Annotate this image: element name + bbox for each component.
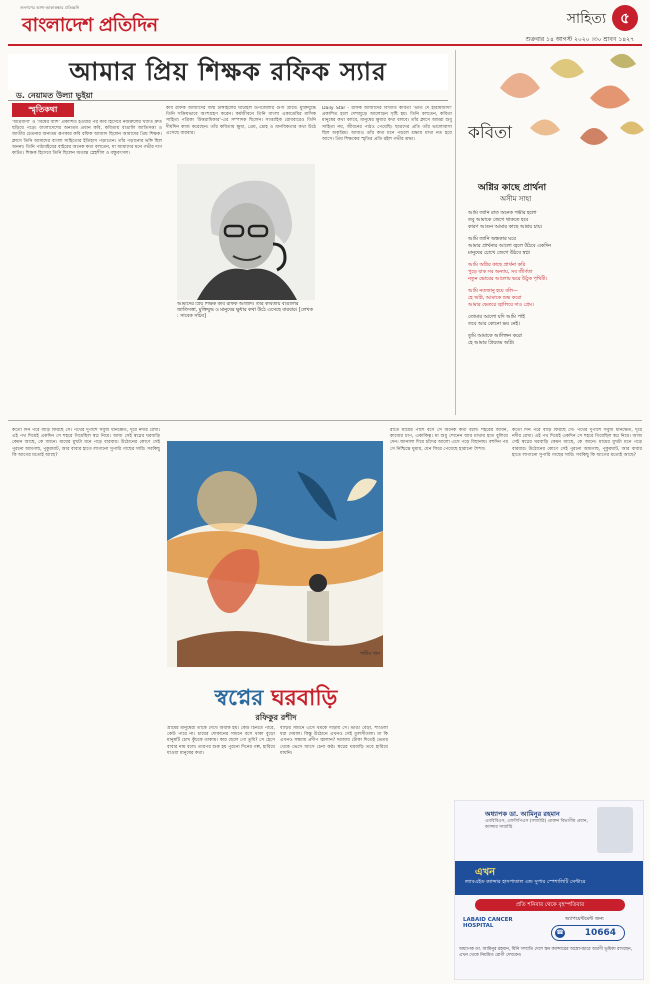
poem-stanza: তুমি আমাকে আলিঙ্গন করো হে আমার প্রিয়তম অগ্নি।: [468, 333, 523, 346]
phone-icon: ☎: [556, 929, 564, 936]
poem-stanza: তোমার আলো যদি আমি পাই তবে আর কোনো ভয় নেই।: [468, 314, 525, 327]
poetry-section-label: কবিতা: [468, 123, 512, 143]
doctor-photo: [597, 807, 633, 853]
section-name: সাহিত্য: [566, 11, 606, 27]
story-column-3: বাড়ির সামনে এসে থমকে দাঁড়ায় সে। ভাঙা বেড়া, শ্যাওলা ধরা দেয়াল। কিন্তু উঠোনে এখনও সেই তুলসীতলা। মা কি এখনও সন্ধ্যায় প্রদীপ জ্বালান? দরজায় টোকা দিতেই ভেতর থেকে ভেসে আসে চেনা কণ্ঠ। স্বপ্নের ঘরবাড়ি তবে হারিয়ে যায়নি।: [280, 726, 388, 756]
story-column-1: কতো দিন পরে বাড়ি ফিরছে সে। পথের দুপাশে সবুজ ধানক্ষেত, দূরে নদীর রেখা। এই পথ দিয়েই একদিন সে শহরে গিয়েছিল স্বপ্ন নিয়ে। আজ সেই স্বপ্নের ঘরবাড়ি কেমন আছে, কে জানে। মায়ের মুখটা মনে পড়ে বারবার। উঠোনের কোণে সেই পুরনো আমগাছ, পুকুরঘাট, আর বাবার হাতে লাগানো সুপারি গাছের সারি। সবকিছু কি আগের মতোই আছে?: [12, 428, 160, 458]
ad-phone-number: 10664: [584, 928, 616, 938]
story-column-5: কতো দিন পরে বাড়ি ফিরছে সে। পথের দুপাশে সবুজ ধানক্ষেত, দূরে নদীর রেখা। এই পথ দিয়েই একদিন সে শহরে গিয়েছিল স্বপ্ন নিয়ে। আজ সেই স্বপ্নের ঘরবাড়ি কেমন আছে, কে জানে। মায়ের মুখটা মনে পড়ে বারবার। উঠোনের কোণে সেই পুরনো আমগাছ, পুকুরঘাট, আর বাবার হাতে লাগানো সুপারি গাছের সারি। সবকিছু কি আগের মতোই আছে?: [512, 428, 642, 458]
page-number-badge: ৫: [612, 5, 638, 31]
section-divider: [8, 420, 642, 421]
portrait-caption: আমাদের প্রিয় শিক্ষক কবি রফিক আজাদ। তাঁর কবিতায় বাঙালির জাতিসত্তা, মুক্তিযুদ্ধ ও মানুষের ক্ষুধার কথা উঠে এসেছে বারবার। [লেখক : সাবেক সচিব]: [177, 302, 313, 320]
poet-name: অসীম সাহা: [500, 195, 532, 203]
poem-stanza: আমি নতজানু হয়ে বলি— হে অগ্নি, আমাকে শুদ্ধ করো আমার ভেতরে জ্বালিয়ে দাও প্রেম।: [468, 288, 534, 308]
article-headline[interactable]: আমার প্রিয় শিক্ষক রফিক স্যার: [69, 57, 387, 86]
dateline: শুক্রবার ১৪ আগস্ট ২০২০ ।৩০ শ্রাবণ ১৪২৭: [525, 36, 634, 43]
article-byline: ড. নেয়ামত উল্যা ভূইয়া: [16, 91, 93, 100]
story-title-part2: ঘরবাড়ি: [271, 685, 338, 711]
article-column-3: Daily Star - রফিক আজাদের বিখ্যাত কবিতা 'ভাত দে হারামজাদা' প্রকাশিত হলে দেশজুড়ে আলোড়ন সৃষ্টি হয়। তিনি বলতেন, কবিতা মানুষের কথা বলবে, মানুষের ক্ষুধার কথা বলবে। তাঁর ক্লাসে আমরা শুধু সাহিত্য নয়, জীবনের পাঠও পেয়েছি। ছাত্রদের প্রতি তাঁর ভালোবাসা ছিল অকৃত্রিম। আজও তাঁর কথা মনে পড়লে শ্রদ্ধায় মাথা নত হয়ে আসে। প্রিয় শিক্ষকের স্মৃতির প্রতি রইল গভীর শ্রদ্ধা।: [322, 106, 452, 143]
ad-banner-heading: এখন: [475, 867, 496, 878]
masthead: [8, 4, 642, 46]
brand-tagline: জনগণের আশা-আকাঙ্ক্ষার প্রতিধ্বনি: [20, 5, 80, 10]
ad-credentials: এমবিবিএস, এফসিপিএস (সার্জারি) প্রাক্তন বিভাগীয় প্রধান, ক্যান্সার সার্জারি: [485, 819, 588, 830]
poem-stanza: আমি জানি অন্ধকার ঘরে আমার প্রার্থনার আলো জ্বলে উঠবে একদিন মানুষের চোখে জেগে উঠবে স্বপ্ন।: [468, 236, 552, 256]
article-column-1: 'অগ্নিবীণা' ও 'বিষের বাঁশি' প্রকাশিত হওয়ার পর কবি হিসেবে নজরুলের খ্যাতি দ্রুত ছড়িয়ে পড়ে। বাংলাদেশের অন্যতম প্রধান কবি, কবিতায় বাঙালি জাতিসত্তা ও জাতীয় চেতনার অন্যতম রূপকার কবি রফিক আজাদ ছিলেন আমাদের প্রিয় শিক্ষক। ক্লাসে তিনি আমাদের বাংলা সাহিত্যের ইতিহাস পড়াতেন। তাঁর পড়ানোর ভঙ্গি ছিল অনন্য। তিনি পাঠ্যবইয়ের বাইরের অনেক কথা বলতেন, যা আমাদের মনে গভীর দাগ কাটত। শিক্ষক হিসেবে তিনি ছিলেন অত্যন্ত স্নেহশীল ও বন্ধুবৎসল।: [12, 120, 162, 157]
story-illustration: [167, 441, 383, 667]
poem-stanza: আমি অগ্নির কাছে প্রার্থনা করি পুড়ে যাক সব অন্যায়, সব জীর্ণতা নতুন ভোরের আলোয় ভরে উঠুক পৃথিবী।: [468, 262, 548, 282]
ad-phone-button[interactable]: [551, 925, 625, 941]
article-category-tag: স্মৃতিকথা: [12, 103, 74, 117]
story-column-2: গ্রামের মানুষেরা তাকে দেখে অবাক হয়। কেউ চিনতে পারে, কেউ পারে না। চায়ের দোকানের সামনে বসে থাকা বুড়ো মানুষটি চোখ কুঁচকে তাকায়। কার ছেলে গো তুমি? সে হেসে বাবার নাম বলে। তারপর শুরু হয় পুরনো দিনের গল্প, হারিয়ে যাওয়া মানুষের কথা।: [167, 726, 275, 756]
portrait-photo: [177, 164, 315, 300]
article-headline-box: [8, 54, 448, 90]
story-title-part1: স্বপ্নের: [214, 685, 264, 711]
ad-footer-text: অধ্যাপক ডা. আমিনুর রহমান, যিনি সম্প্রতি দেশে স্তন ক্যান্সারের অস্ত্রোপচারে অগ্রণী ভূমিকা রাখছেন, এখন থেকে নিয়মিত রোগী দেখবেন।: [459, 947, 633, 958]
poem-body: [468, 210, 636, 410]
illustration-credit: শামীম খান: [360, 652, 380, 657]
ad-banner-text: ল্যাবএইড ক্যান্সার হাসপাতাল এন্ড সুপার স্পেশালিটি সেন্টারে: [465, 879, 586, 885]
poem-title[interactable]: অগ্নির কাছে প্রার্থনা: [478, 183, 547, 193]
newspaper-brand[interactable]: বাংলাদেশ প্রতিদিন: [22, 14, 158, 36]
ad-appointment-label: অ্যাপয়েন্টমেন্ট জন্য: [565, 916, 604, 922]
story-author: রফিকুর রশীদ: [255, 713, 297, 722]
ad-banner: [455, 861, 643, 895]
poem-stanza: আমি জানি রাত অনেক গভীর হলো তবু আমাকে জেগে থাকতে হবে কারণ আগুন আমার কাছে আশ্রয় চায়।: [468, 210, 543, 230]
divider: [8, 100, 448, 101]
leaves-illustration: [480, 48, 650, 168]
column-divider: [455, 50, 456, 415]
hospital-advertisement[interactable]: [454, 800, 644, 980]
story-column-4: রাতে মায়ের পাশে বসে সে অনেক কথা বলে। শহরের জীবন, কাজের চাপ, একাকিত্ব। মা শুধু শোনেন আর মাথায় হাত বুলিয়ে দেন। জানালা দিয়ে চাঁদের আলো এসে পড়ে বিছানায়। বহুদিন পর সে নিশ্চিন্তে ঘুমায়, যেন ফিরে পেয়েছে হারানো শৈশব।: [390, 428, 508, 452]
ad-doctor-name: অধ্যাপক ডা. আমিনুর রহমান: [485, 810, 560, 818]
ad-schedule-tag: প্রতি শনিবার থেকে বৃহস্পতিবার: [475, 899, 625, 911]
hospital-logo: LABAID CANCER HOSPITAL: [463, 917, 513, 929]
article-column-2: কবি রফিক আজাদের জন্ম টাঙ্গাইলের ঘাটাইল উপজেলার গুণী গ্রামে। মুক্তিযুদ্ধে তিনি সক্রিয়ভাবে অংশগ্রহণ করেন। কর্মজীবনে তিনি বাংলা একাডেমির মাসিক সাহিত্য পত্রিকা 'উত্তরাধিকার'-এর সম্পাদক ছিলেন। সাপ্তাহিক রোববারেও তিনি দীর্ঘদিন কাজ করেছেন। তাঁর কবিতায় ক্ষুধা, প্রেম, দ্রোহ ও মানবিকতার কথা উঠে এসেছে বারবার।: [166, 106, 316, 136]
